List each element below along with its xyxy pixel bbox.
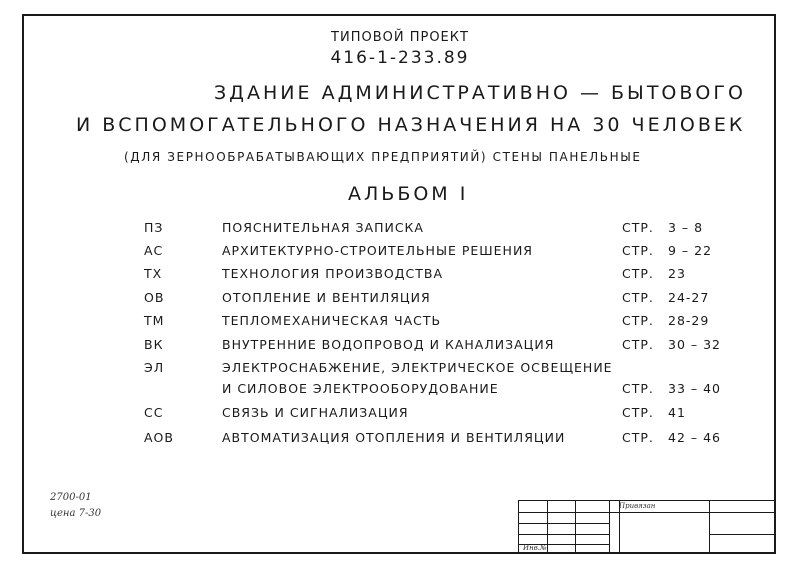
page-abbr: СТР. bbox=[622, 290, 654, 305]
section-code: ПЗ bbox=[144, 220, 164, 235]
page-range: 23 bbox=[668, 266, 686, 281]
album-title: АЛЬБОМ I bbox=[348, 183, 469, 205]
section-title: ОТОПЛЕНИЕ И ВЕНТИЛЯЦИЯ bbox=[222, 290, 431, 305]
contents-row bbox=[0, 243, 800, 265]
page-range: 33 – 40 bbox=[668, 381, 722, 396]
section-code: ОВ bbox=[144, 290, 165, 305]
page-range: 3 – 8 bbox=[668, 220, 704, 235]
handwritten-price-note: цена 7-30 bbox=[50, 508, 102, 519]
contents-row bbox=[0, 266, 800, 288]
page-abbr: СТР. bbox=[622, 381, 654, 396]
subtitle: (ДЛЯ ЗЕРНООБРАБАТЫВАЮЩИХ ПРЕДПРИЯТИЙ) СТЕНЫ ПАНЕЛЬНЫЕ bbox=[124, 150, 642, 164]
page-range: 41 bbox=[668, 405, 686, 420]
page-abbr: СТР. bbox=[622, 405, 654, 420]
page-abbr: СТР. bbox=[622, 430, 654, 445]
section-code: АС bbox=[144, 243, 164, 258]
title-line-2: И ВСПОМОГАТЕЛЬНОГО НАЗНАЧЕНИЯ НА 30 ЧЕЛОВЕК bbox=[76, 114, 746, 136]
title-block-stamp bbox=[518, 500, 775, 553]
contents-row bbox=[0, 313, 800, 335]
project-number: 416-1-233.89 bbox=[330, 48, 470, 68]
contents-row bbox=[0, 220, 800, 242]
contents-row bbox=[0, 360, 800, 382]
stamp-label-inventory: Инв.№ bbox=[523, 544, 547, 552]
contents-row bbox=[0, 337, 800, 359]
stamp-label-bound: Привязан bbox=[619, 502, 656, 510]
contents-row bbox=[0, 381, 800, 403]
page-range: 24-27 bbox=[668, 290, 710, 305]
section-code: ТМ bbox=[144, 313, 165, 328]
page-abbr: СТР. bbox=[622, 220, 654, 235]
handwritten-code-note: 2700-01 bbox=[50, 492, 92, 503]
section-code: ТХ bbox=[144, 266, 163, 281]
title-line-1: ЗДАНИЕ АДМИНИСТРАТИВНО — БЫТОВОГО bbox=[214, 82, 746, 104]
section-title: СВЯЗЬ И СИГНАЛИЗАЦИЯ bbox=[222, 405, 409, 420]
page-range: 9 – 22 bbox=[668, 243, 713, 258]
section-code: ЭЛ bbox=[144, 360, 165, 375]
page-range: 42 – 46 bbox=[668, 430, 722, 445]
section-title: АВТОМАТИЗАЦИЯ ОТОПЛЕНИЯ И ВЕНТИЛЯЦИИ bbox=[222, 430, 566, 445]
section-title: АРХИТЕКТУРНО-СТРОИТЕЛЬНЫЕ РЕШЕНИЯ bbox=[222, 243, 533, 258]
section-title: ЭЛЕКТРОСНАБЖЕНИЕ, ЭЛЕКТРИЧЕСКОЕ ОСВЕЩЕНИЕ bbox=[222, 360, 613, 375]
page-abbr: СТР. bbox=[622, 243, 654, 258]
contents-row bbox=[0, 430, 800, 452]
section-title: ТЕПЛОМЕХАНИЧЕСКАЯ ЧАСТЬ bbox=[222, 313, 442, 328]
section-code: СС bbox=[144, 405, 164, 420]
section-title: И СИЛОВОЕ ЭЛЕКТРООБОРУДОВАНИЕ bbox=[222, 381, 499, 396]
page-range: 28-29 bbox=[668, 313, 710, 328]
page-abbr: СТР. bbox=[622, 266, 654, 281]
page-range: 30 – 32 bbox=[668, 337, 722, 352]
contents-row bbox=[0, 405, 800, 427]
page-abbr: СТР. bbox=[622, 313, 654, 328]
section-title: ПОЯСНИТЕЛЬНАЯ ЗАПИСКА bbox=[222, 220, 424, 235]
section-code: ВК bbox=[144, 337, 164, 352]
contents-row bbox=[0, 290, 800, 312]
section-code: АОВ bbox=[144, 430, 174, 445]
page-abbr: СТР. bbox=[622, 337, 654, 352]
project-label: ТИПОВОЙ ПРОЕКТ bbox=[331, 30, 469, 45]
section-title: ТЕХНОЛОГИЯ ПРОИЗВОДСТВА bbox=[222, 266, 444, 281]
section-title: ВНУТРЕННИЕ ВОДОПРОВОД И КАНАЛИЗАЦИЯ bbox=[222, 337, 555, 352]
